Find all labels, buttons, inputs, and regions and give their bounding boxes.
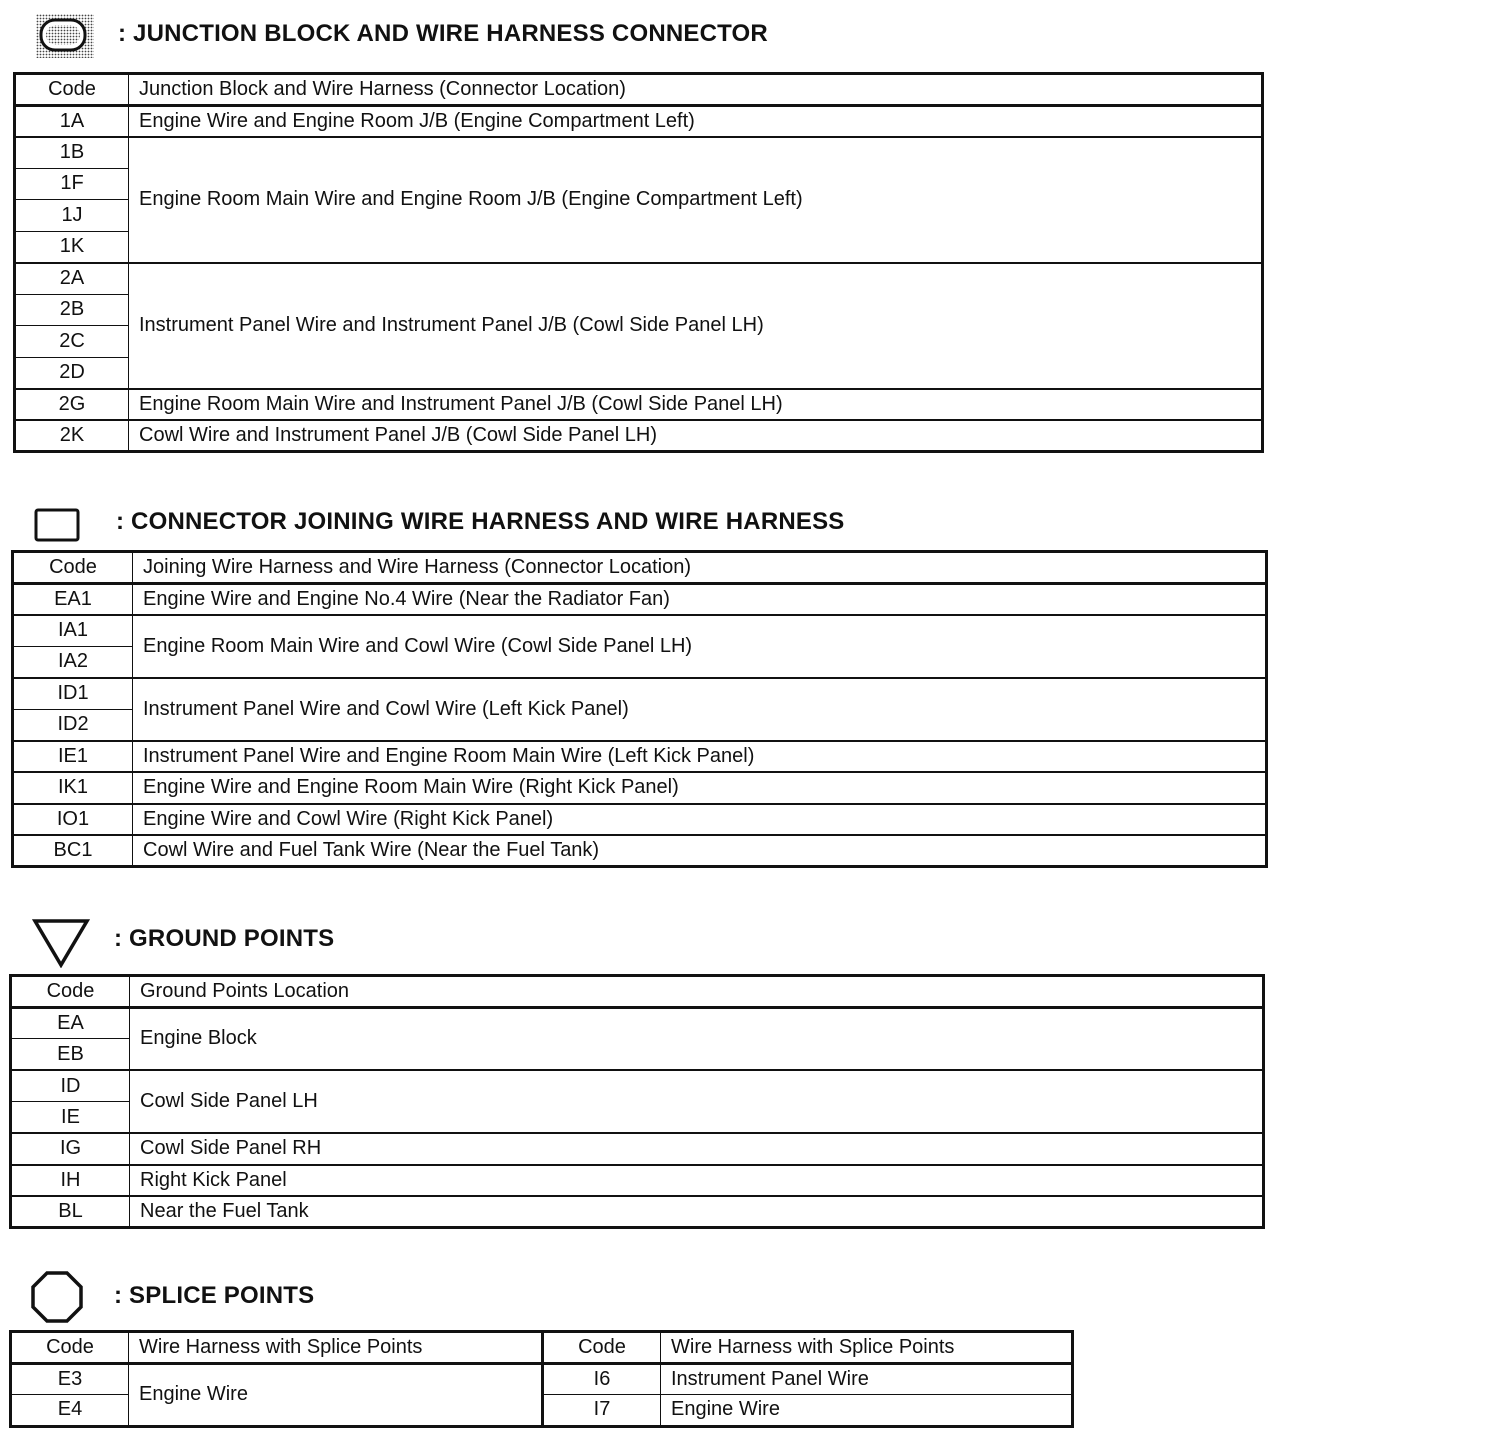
code-cell: EA xyxy=(11,1007,130,1039)
code-cell: IO1 xyxy=(13,804,133,836)
table-header-row xyxy=(11,1332,1073,1364)
table-row xyxy=(15,105,1263,137)
header-code: Code xyxy=(13,552,133,584)
header-wire-harness: Wire Harness with Splice Points xyxy=(661,1332,1073,1364)
junction-table xyxy=(13,72,1264,453)
code-cell: 2B xyxy=(15,294,129,326)
table-row xyxy=(13,772,1267,804)
table-row xyxy=(11,1133,1264,1165)
section-title: : GROUND POINTS xyxy=(114,925,335,952)
code-cell: 2D xyxy=(15,357,129,389)
table-row xyxy=(11,1363,1073,1395)
header-location: Junction Block and Wire Harness (Connector Location) xyxy=(129,74,1263,106)
table-row xyxy=(13,835,1267,867)
table-row xyxy=(13,615,1267,647)
location-cell: Instrument Panel Wire and Cowl Wire (Left Kick Panel) xyxy=(133,678,1267,741)
table-row xyxy=(11,1070,1264,1102)
code-cell: E3 xyxy=(11,1363,129,1395)
location-cell: Engine Wire and Engine No.4 Wire (Near the Radiator Fan) xyxy=(133,583,1267,615)
location-cell: Cowl Wire and Instrument Panel J/B (Cowl Side Panel LH) xyxy=(129,420,1263,452)
code-cell: BL xyxy=(11,1196,130,1228)
header-location: Ground Points Location xyxy=(130,976,1264,1008)
section-junction-heading xyxy=(0,14,900,54)
code-cell: IH xyxy=(11,1165,130,1197)
table-row xyxy=(11,1007,1264,1039)
wire-harness-cell: Instrument Panel Wire xyxy=(661,1363,1073,1395)
section-title: : SPLICE POINTS xyxy=(114,1282,315,1309)
section-title: : JUNCTION BLOCK AND WIRE HARNESS CONNECTOR xyxy=(118,20,768,47)
table-row xyxy=(13,583,1267,615)
location-cell: Engine Block xyxy=(130,1007,1264,1070)
table-row xyxy=(15,389,1263,421)
splice-table xyxy=(9,1330,1074,1428)
wire-harness-cell: Engine Wire xyxy=(661,1395,1073,1427)
section-title: : CONNECTOR JOINING WIRE HARNESS AND WIRE HARNESS xyxy=(116,508,845,535)
code-cell: IG xyxy=(11,1133,130,1165)
location-cell: Engine Wire and Cowl Wire (Right Kick Panel) xyxy=(133,804,1267,836)
table-row xyxy=(13,804,1267,836)
header-code: Code xyxy=(11,976,130,1008)
code-cell: EA1 xyxy=(13,583,133,615)
code-cell: ID1 xyxy=(13,678,133,710)
location-cell: Right Kick Panel xyxy=(130,1165,1264,1197)
location-cell: Cowl Side Panel RH xyxy=(130,1133,1264,1165)
section-splice-heading xyxy=(0,1270,700,1310)
table-row xyxy=(11,1196,1264,1228)
code-cell: 2G xyxy=(15,389,129,421)
location-cell: Engine Room Main Wire and Engine Room J/B (Engine Compartment Left) xyxy=(129,137,1263,263)
table-row xyxy=(13,678,1267,710)
code-cell: IE1 xyxy=(13,741,133,773)
joining-table xyxy=(11,550,1268,868)
code-cell: I7 xyxy=(543,1395,661,1427)
code-cell: 1B xyxy=(15,137,129,169)
table-row xyxy=(15,263,1263,295)
ground-table xyxy=(9,974,1265,1229)
code-cell: BC1 xyxy=(13,835,133,867)
rounded-rect-connector-icon xyxy=(36,14,94,58)
header-code: Code xyxy=(11,1332,129,1364)
code-cell: 1A xyxy=(15,105,129,137)
section-ground-heading xyxy=(0,916,900,956)
code-cell: ID2 xyxy=(13,709,133,741)
code-cell: 2C xyxy=(15,326,129,358)
code-cell: 2A xyxy=(15,263,129,295)
location-cell: Near the Fuel Tank xyxy=(130,1196,1264,1228)
location-cell: Cowl Wire and Fuel Tank Wire (Near the Fuel Tank) xyxy=(133,835,1267,867)
code-cell: IK1 xyxy=(13,772,133,804)
code-cell: 1J xyxy=(15,200,129,232)
table-header-row xyxy=(11,976,1264,1008)
location-cell: Engine Wire and Engine Room Main Wire (Right Kick Panel) xyxy=(133,772,1267,804)
table-row xyxy=(15,420,1263,452)
code-cell: EB xyxy=(11,1039,130,1071)
octagon-splice-icon xyxy=(30,1270,84,1324)
code-cell: 1K xyxy=(15,231,129,263)
table-header-row xyxy=(13,552,1267,584)
table-row xyxy=(13,741,1267,773)
rectangle-connector-icon xyxy=(34,508,80,542)
header-code: Code xyxy=(15,74,129,106)
code-cell: IA2 xyxy=(13,646,133,678)
location-cell: Instrument Panel Wire and Engine Room Main Wire (Left Kick Panel) xyxy=(133,741,1267,773)
location-cell: Engine Room Main Wire and Instrument Panel J/B (Cowl Side Panel LH) xyxy=(129,389,1263,421)
code-cell: ID xyxy=(11,1070,130,1102)
code-cell: IA1 xyxy=(13,615,133,647)
location-cell: Instrument Panel Wire and Instrument Panel J/B (Cowl Side Panel LH) xyxy=(129,263,1263,389)
code-cell: E4 xyxy=(11,1395,129,1427)
code-cell: I6 xyxy=(543,1363,661,1395)
ground-triangle-icon xyxy=(32,918,90,968)
code-cell: 1F xyxy=(15,168,129,200)
header-wire-harness: Wire Harness with Splice Points xyxy=(129,1332,543,1364)
code-cell: IE xyxy=(11,1102,130,1134)
location-cell: Engine Room Main Wire and Cowl Wire (Cowl Side Panel LH) xyxy=(133,615,1267,678)
location-cell: Cowl Side Panel LH xyxy=(130,1070,1264,1133)
header-code: Code xyxy=(543,1332,661,1364)
table-header-row xyxy=(15,74,1263,106)
table-row xyxy=(15,137,1263,169)
wire-harness-cell: Engine Wire xyxy=(129,1363,543,1426)
location-cell: Engine Wire and Engine Room J/B (Engine Compartment Left) xyxy=(129,105,1263,137)
table-row xyxy=(11,1165,1264,1197)
section-joining-heading xyxy=(0,502,900,542)
code-cell: 2K xyxy=(15,420,129,452)
header-location: Joining Wire Harness and Wire Harness (Connector Location) xyxy=(133,552,1267,584)
